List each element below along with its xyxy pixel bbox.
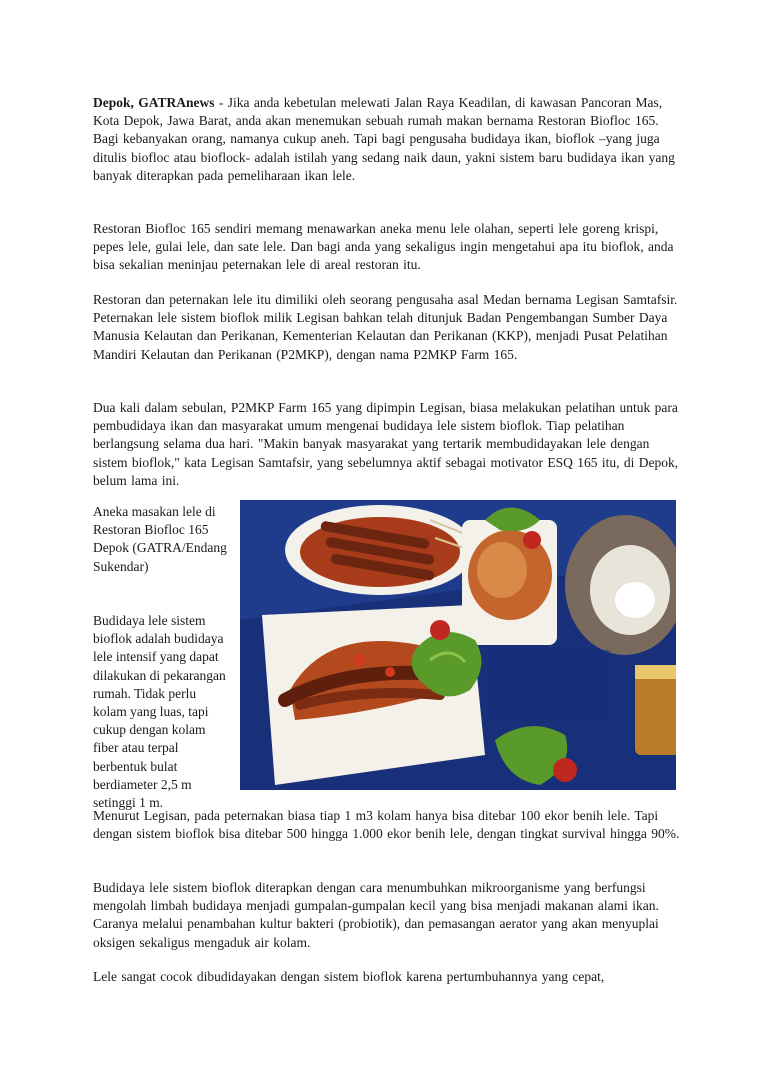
photo-caption: Aneka masakan lele di Restoran Biofloc 165 Depok (GATRA/Endang Sukendar) xyxy=(93,504,227,574)
paragraph-5-side: Budidaya lele sistem bioflok adalah budidaya lele intensif yang dapat dilakukan di pekarangan rumah. Tidak perlu kolam yang luas, tapi cukup dengan kolam fiber atau terpal berbentuk bulat berdiameter 2,5 m setinggi 1 m. xyxy=(93,613,226,811)
paragraph-intro-body: - Jika anda kebetulan melewati Jalan Raya Keadilan, di kawasan Pancoran Mas, Kota Depok, Jawa Barat, anda akan menemukan sebuah rumah makan bernama Restoran Biofloc 165. Bagi kebanyakan orang, namanya cukup aneh. Tapi bagi pengusaha budidaya ikan, bioflok –yang juga ditulis biofloc atau bioflock- adalah istilah yang sedang naik daun, yakni sistem baru budidaya ikan yang banyak diterapkan pada pemeliharaan ikan lele. xyxy=(93,95,675,183)
food-photo xyxy=(240,500,676,790)
paragraph-3: Restoran dan peternakan lele itu dimiliki oleh seorang pengusaha asal Medan bernama Legisan Samtafsir. Peternakan lele sistem bioflok milik Legisan bahkan telah ditunjuk Badan Pengembangan Sumber Daya Manusia Kelautan dan Perikanan, Kementerian Kelautan dan Perikanan (KKP), menjadi Pusat Pelatihan Mandiri Kelautan dan Perikanan (P2MKP), dengan nama P2MKP Farm 165. xyxy=(93,292,678,362)
paragraph-2: Restoran Biofloc 165 sendiri memang menawarkan aneka menu lele olahan, seperti lele goreng krispi, pepes lele, gulai lele, dan sate lele. Dan bagi anda yang sekaligus ingin mengetahui apa itu bioflok, anda bisa sekalian meninjau peternakan lele di areal restoran itu. xyxy=(93,221,674,273)
paragraph-8: Lele sangat cocok dibudidayakan dengan sistem bioflok karena pertumbuhannya yang cepat, xyxy=(93,969,605,984)
paragraph-4: Dua kali dalam sebulan, P2MKP Farm 165 yang dipimpin Legisan, biasa melakukan pelatihan untuk para pembudidaya ikan dan masyarakat umum mengenai budidaya lele sistem bioflok. Tiap pelatihan berlangsung selama dua hari. "Makin banyak masyarakat yang tertarik membudidayakan lele dengan sistem bioflok," kata Legisan Samtafsir, yang sebelumnya aktif sebagai motivator ESQ 165 itu, di Depok, belum lama ini. xyxy=(93,400,679,488)
dateline: Depok, GATRAnews xyxy=(93,95,215,110)
paragraph-7: Budidaya lele sistem bioflok diterapkan dengan cara menumbuhkan mikroorganisme yang berfungsi mengolah limbah budidaya menjadi gumpalan-gumpalan kecil yang bisa menjadi makanan alami ikan. Caranya melalui penambahan kultur bakteri (probiotik), dan pemasangan aerator yang akan menyuplai oksigen sekaligus mengaduk air kolam. xyxy=(93,880,659,950)
paragraph-6: Menurut Legisan, pada peternakan biasa tiap 1 m3 kolam hanya bisa ditebar 100 ekor benih lele. Tapi dengan sistem bioflok bisa ditebar 500 hingga 1.000 ekor benih lele, dengan tingkat survival hingga 90%. xyxy=(93,808,680,842)
paragraph-intro xyxy=(93,94,683,185)
